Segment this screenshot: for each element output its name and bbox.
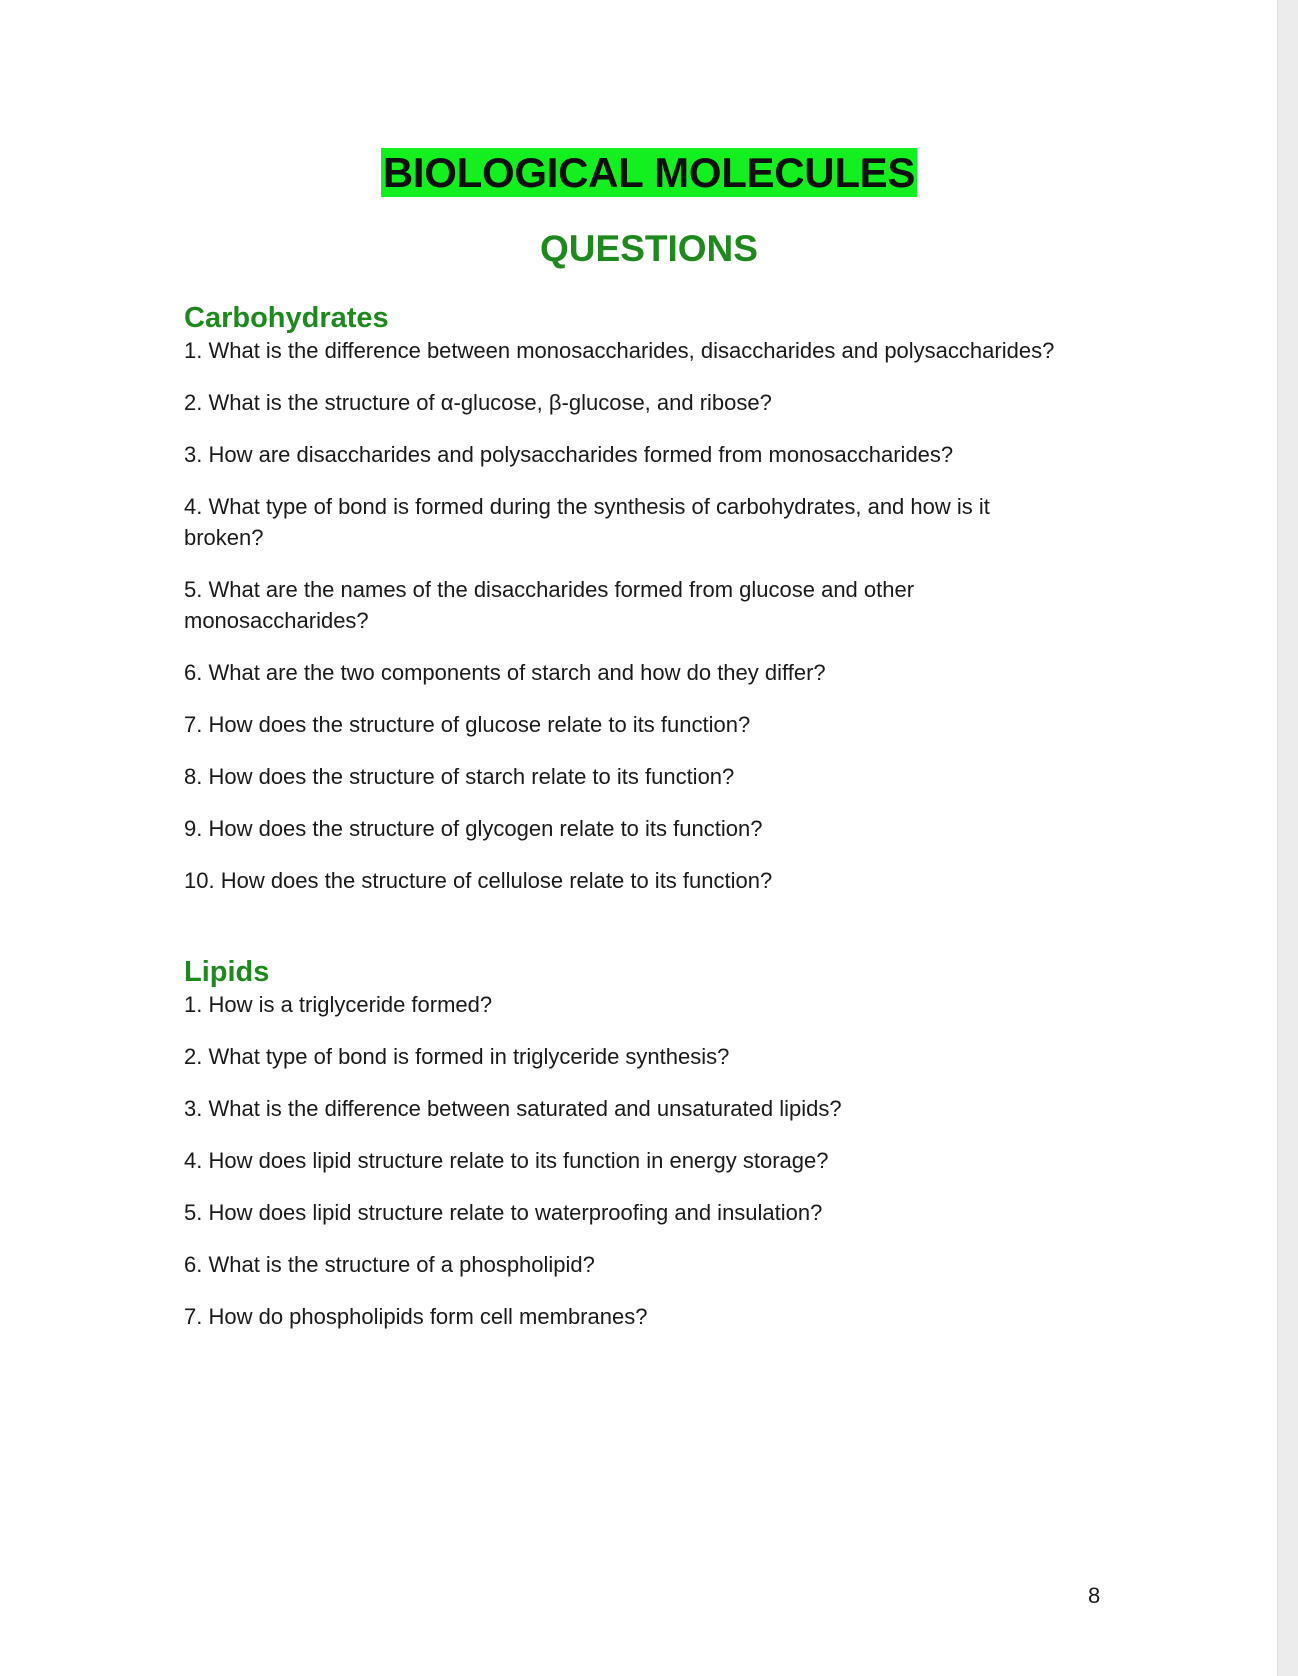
question-item: 5. How does lipid structure relate to waterproofing and insulation? (184, 1200, 823, 1225)
question-item: 3. What is the difference between saturated and unsaturated lipids? (184, 1096, 842, 1121)
question-item: 3. How are disaccharides and polysaccharides formed from monosaccharides? (184, 442, 954, 467)
question-item: 1. What is the difference between monosaccharides, disaccharides and polysaccharides? (184, 338, 1055, 363)
lipids-heading: Lipids (184, 956, 270, 988)
lipids-question-list (184, 989, 1064, 1332)
question-item: 7. How do phospholipids form cell membranes? (184, 1304, 648, 1329)
page-title: BIOLOGICAL MOLECULES (382, 149, 916, 196)
question-item: 7. How does the structure of glucose relate to its function? (184, 712, 751, 737)
title-wrapper (0, 148, 1298, 197)
question-item: 5. What are the names of the disaccharides formed from glucose and other monosaccharides? (184, 577, 915, 633)
question-item: 6. What is the structure of a phospholipid? (184, 1252, 595, 1277)
question-item: 6. What are the two components of starch and how do they differ? (184, 660, 826, 685)
question-item: 2. What is the structure of α-glucose, β-glucose, and ribose? (184, 390, 772, 415)
lipids-section (184, 955, 1064, 1332)
page-number: 8 (1088, 1583, 1101, 1608)
carbohydrates-question-list (184, 335, 1064, 896)
carbohydrates-heading: Carbohydrates (184, 302, 389, 334)
question-item: 2. What type of bond is formed in triglyceride synthesis? (184, 1044, 730, 1069)
question-item: 1. How is a triglyceride formed? (184, 992, 493, 1017)
question-item: 4. How does lipid structure relate to its function in energy storage? (184, 1148, 829, 1173)
question-item: 8. How does the structure of starch relate to its function? (184, 764, 735, 789)
page-subtitle: QUESTIONS (540, 228, 758, 269)
question-item: 10. How does the structure of cellulose relate to its function? (184, 868, 773, 893)
carbohydrates-section (184, 301, 1064, 896)
question-item: 4. What type of bond is formed during the synthesis of carbohydrates, and how is it broken? (184, 494, 990, 550)
question-item: 9. How does the structure of glycogen relate to its function? (184, 816, 763, 841)
